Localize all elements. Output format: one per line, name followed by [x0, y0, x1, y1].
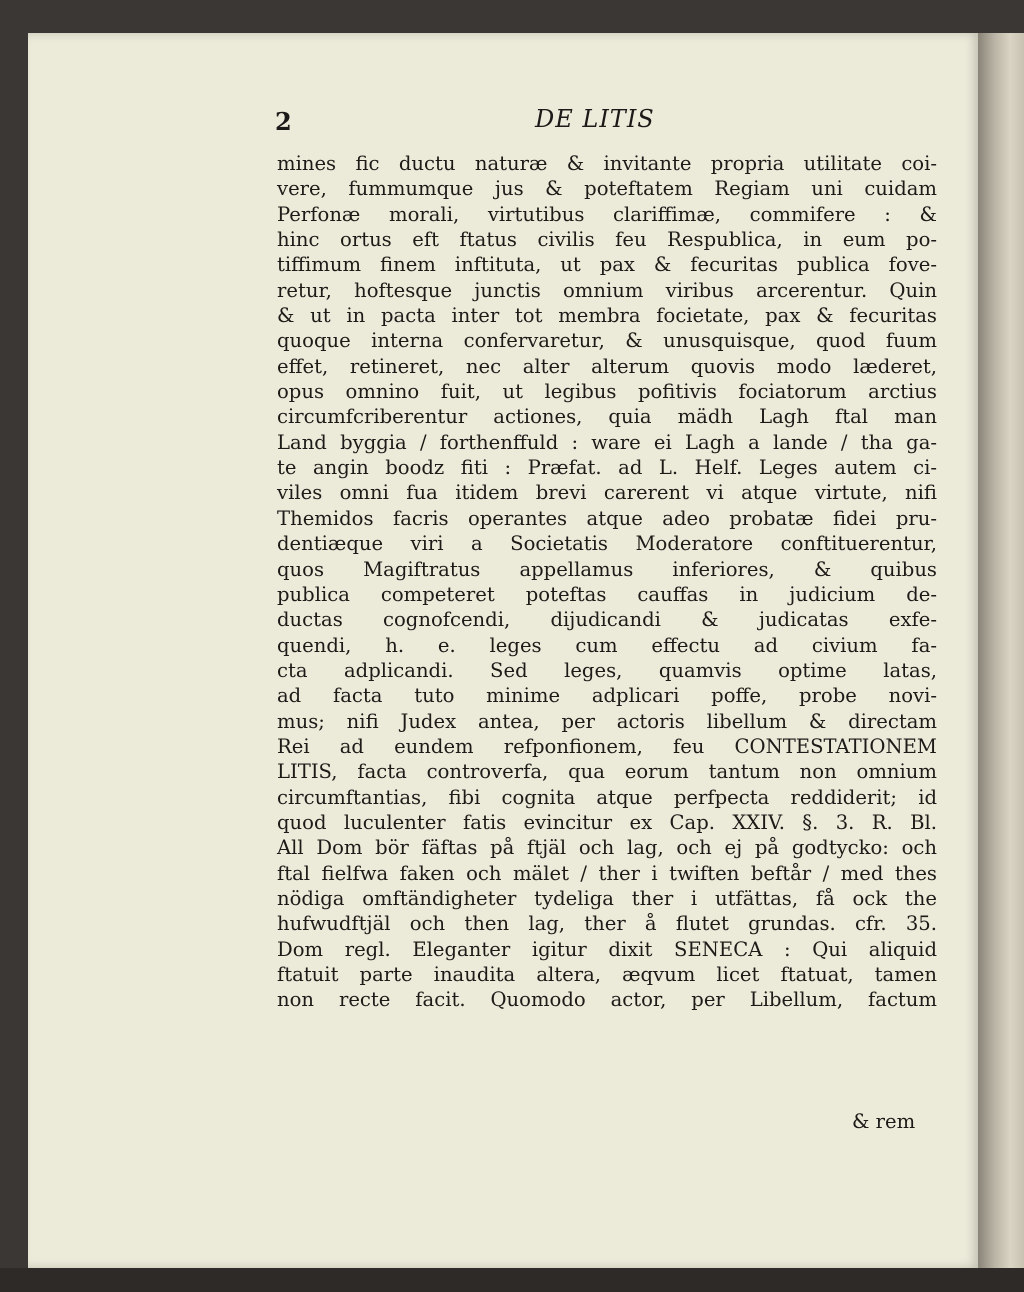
- catchword: & rem: [852, 1110, 916, 1133]
- body-text: [277, 151, 937, 1013]
- text-line: ad facta tuto minime adplicari poffe, probe novi-: [277, 684, 937, 708]
- scan-background: [0, 1268, 1024, 1292]
- page-number: 2: [275, 107, 292, 136]
- text-line: dentiæque viri a Societatis Moderatore conftituerentur,: [277, 532, 937, 556]
- text-line: hufwudftjäl och then lag, ther å flutet grundas. cfr. 35.: [277, 912, 937, 936]
- text-line: Dom regl. Eleganter igitur dixit SENECA : Qui aliquid: [277, 937, 937, 961]
- text-line: mines fic ductu naturæ & invitante propria utilitate coi-: [277, 152, 937, 175]
- text-line: quoque interna confervaretur, & unusquisque, quod fuum: [277, 329, 937, 353]
- text-line: mus; nifi Judex antea, per actoris libellum & directam: [277, 709, 937, 733]
- text-line: LITIS, facta controverfa, qua eorum tantum non omnium: [277, 760, 937, 784]
- text-line: circumfcriberentur actiones, quia mädh Lagh ftal man: [277, 405, 937, 429]
- text-line: circumftantias, fibi cognita atque perfpecta reddiderit; id: [277, 785, 937, 809]
- text-line: vere, fummumque jus & poteftatem Regiam uni cuidam: [277, 177, 937, 201]
- text-line: retur, hoftesque junctis omnium viribus arcerentur. Quin: [277, 278, 937, 302]
- text-line: opus omnino fuit, ut legibus pofitivis fociatorum arctius: [277, 380, 937, 404]
- text-line: Themidos facris operantes atque adeo probatæ fidei pru-: [277, 506, 937, 530]
- text-line: nödiga omftändigheter tydeliga ther i utfättas, få ock the: [277, 886, 937, 910]
- text-line: Perfonæ morali, virtutibus clariffimæ, commifere : &: [277, 202, 937, 226]
- text-line: tiffimum finem inftituta, ut pax & fecuritas publica fove-: [277, 253, 937, 277]
- text-line: cta adplicandi. Sed leges, quamvis optime latas,: [277, 658, 937, 682]
- text-line: Rei ad eundem refponfionem, feu CONTESTATIONEM: [277, 734, 937, 758]
- page-edge-shadow: [978, 33, 1024, 1268]
- text-line: & ut in pacta inter tot membra focietate, pax & fecuritas: [277, 304, 937, 328]
- text-line: All Dom bör fäftas på ftjäl och lag, och ej på godtycko: och: [277, 836, 937, 860]
- text-line: quendi, h. e. leges cum effectu ad civium fa-: [277, 633, 937, 657]
- text-line: publica competeret poteftas cauffas in judicium de-: [277, 582, 937, 606]
- text-line: ductas cognofcendi, dijudicandi & judicatas exfe-: [277, 608, 937, 632]
- running-head: DE LITIS: [535, 105, 655, 133]
- text-line: non recte facit. Quomodo actor, per Libellum, factum: [277, 988, 937, 1012]
- text-line: quod luculenter fatis evincitur ex Cap. XXIV. §. 3. R. Bl.: [277, 810, 937, 834]
- text-line: viles omni fua itidem brevi carerent vi atque virtute, nifi: [277, 481, 937, 505]
- text-line: ftal fielfwa faken och mälet / ther i twiften beftår / med thes: [277, 861, 937, 885]
- text-line: ftatuit parte inaudita altera, æqvum licet ftatuat, tamen: [277, 963, 937, 986]
- text-line: quos Magiftratus appellamus inferiores, & quibus: [277, 557, 937, 581]
- text-line: hinc ortus eft ftatus civilis feu Respublica, in eum po-: [277, 228, 937, 252]
- text-line: te angin boodz fiti : Præfat. ad L. Helf. Leges autem ci-: [277, 456, 937, 480]
- text-line: Land byggia / forthenffuld : ware ei Lagh a lande / tha ga-: [277, 430, 937, 454]
- text-line: effet, retineret, nec alter alterum quovis modo læderet,: [277, 354, 937, 378]
